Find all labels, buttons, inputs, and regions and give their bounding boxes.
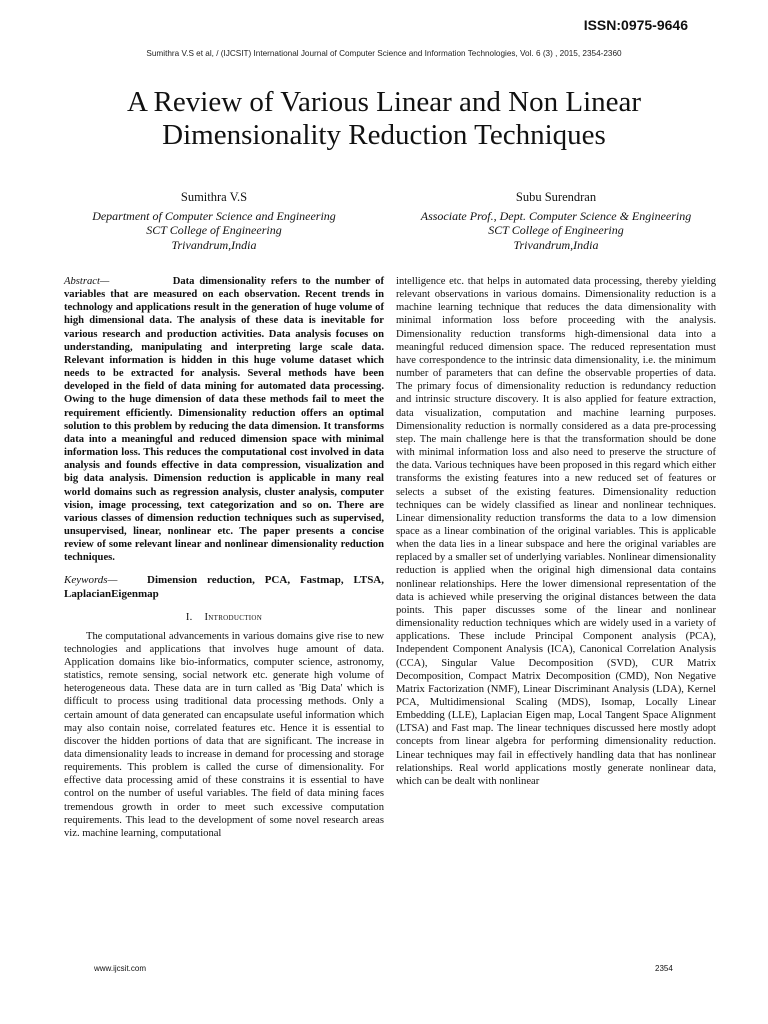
issn: ISSN:0975-9646 xyxy=(583,17,688,33)
abstract xyxy=(64,275,384,564)
keywords-text: Dimension reduction, PCA, Fastmap, LTSA, LaplacianEigenmap xyxy=(64,574,385,600)
footer-website: www.ijcsit.com xyxy=(94,964,147,973)
keywords-label: Keywords— xyxy=(64,574,118,587)
section-number: I. xyxy=(185,612,193,624)
abstract-text: Data dimensionality refers to the number of variables that are measured on each observation. Recent trends in technology and applications result in the generation of huge volume of high dimensional data. The analysis of these data is inevitable for various research and production activities. Data analysis focuses on understanding, manipulating and interpreting large scale data. Relevant information is hidden in this huge volume dataset which needs to be extracted for analysis. Several methods have been developed in the field of data mining for automated data processing. Owing to the huge dimension of data these methods fail to meet the requirement efficiently. Dimensionality reduction offers an optimal solution to this problem by reducing the data dimension. It transforms data into a meaningful and reduced dimension space with minimal information loss. This reduces the computational cost involved in data analysis and founds effective in data compression, visualization and big data analysis. Dimension reduction is applicable in many real world domains such as regression analysis, cluster analysis, computer vision, image processing, text categorization and so on. There are various classes of dimension reduction techniques such as supervised, unsupervised, linear, nonlinear etc. The paper presents a concise review of some relevant linear and nonlinear dimensionality reduction techniques. xyxy=(64,276,384,564)
author-affiliation: Associate Prof., Dept. Computer Science & Engineering xyxy=(420,208,692,223)
author-affiliation: Trivandrum,India xyxy=(513,237,599,252)
author-affiliation: SCT College of Engineering xyxy=(488,223,624,237)
right-column xyxy=(396,275,716,788)
author-block-1 xyxy=(44,190,384,252)
intro-paragraph-right: intelligence etc. that helps in automated data processing, thereby yielding relevant observations in various domains. Dimensionality reduction is a machine learning technique that reduces the data dimensionality with minimal information loss before proceeding with the analysis. Dimensionality reduction transforms high-dimensional data into a meaningful reduced dimension space. The reduced representation must have correspondence to the intrinsic data dimensionality, i.e. the minimum number of parameters that can define the observable properties of data. The primary focus of dimensionality reduction is redundancy reduction and intrinsic structure discovery. It is also applied for feature extraction, data visualization, computation and machine learning purposes. Dimensionality reduction is normally considered as a data pre-processing step. The main challenge here is that the transformation should be done with minimal information loss and also need to preserve the structure of the data. Various techniques have been proposed in this regard which either transforms the existing features into a new reduced set of features or selects a subset of the existing features. Dimensionality reduction techniques can be widely classified as linear and nonlinear techniques. Linear dimensionality reduction transforms the data to a low dimension space as a linear combination of the original variables. This is applicable when the data lies in a linear subspace and here the original variables are replaced by a smaller set of underlying variables. Nonlinear dimensionality reduction is applied when the original high dimensional data contains nonlinear relationships. Here the lower dimensional representation of the data is achieved while preserving the original distances between the data points. This paper discusses some of the linear and nonlinear dimensionality reduction techniques which are widely used in a variety of applications. These include Principal Component analysis (PCA), Independent Component Analysis (ICA), Canonical Correlation Analysis (CCA), Singular Value Decomposition (SVD), CUR Matrix Decomposition, Compact Matrix Decomposition (CMD), Non Negative Matrix Factorization (NMF), Linear Discriminant Analysis (LDA), Kernel PCA, Multidimensional Scaling (MDS), Isomap, Locally Linear Embedding (LLE), Laplacian Eigen map, Local Tangent Space Alignment (LTSA) and Fast map. The linear techniques discussed here mostly adopt concepts from linear algebra for performing dimensionality reduction. Linear techniques may fail in effectively handling data that has nonlinear relationships. Real world applications mostly generate nonlinear data, which can be dealt with nonlinear xyxy=(396,276,716,787)
left-column xyxy=(64,275,384,840)
intro-paragraph-left: The computational advancements in various domains give rise to new technologies and applications that involves huge amount of data. Application domains like bio-informatics, computer science, astronomy, statistics, remote sensing, social network etc. generate high volume of heterogeneous data. These data are in turn called as 'Big Data' which is difficult to process using traditional data processing methods. Only a certain amount of data generated can encapsulate useful information which may also contain noise, correlated features etc. Hence it is essential to discover the hidden portions of data that are significant. The increase in data dimensionality leads to increase in demand for processing and storage requirements. This problem is called the curse of dimensionality. For effective data processing amid of these constrains it is essential to have control on the number of useful variables. The field of data mining faces tremendous growth in order to meet such excessive computation requirements. This lead to the development of some novel research areas viz. machine learning, computational xyxy=(64,630,384,839)
running-head: Sumithra V.S et al, / (IJCSIT) International Journal of Computer Science and Information Technologies, Vol. 6 (3) , 2015, 2354-2360 xyxy=(146,49,622,58)
paper-title: A Review of Various Linear and Non Linear Dimensionality Reduction Techniques xyxy=(126,86,642,151)
section-heading xyxy=(64,611,384,624)
keywords xyxy=(64,574,384,601)
author-affiliation: SCT College of Engineering xyxy=(146,223,282,237)
section-title: Introduction xyxy=(204,612,263,624)
author-affiliation: Trivandrum,India xyxy=(171,237,257,252)
author-name: Subu Surendran xyxy=(515,190,597,204)
footer-page-number: 2354 xyxy=(655,964,673,973)
abstract-label: Abstract— xyxy=(64,276,110,287)
author-affiliation: Department of Computer Science and Engineering xyxy=(92,208,336,223)
author-block-2 xyxy=(386,190,726,252)
author-name: Sumithra V.S xyxy=(180,190,248,204)
